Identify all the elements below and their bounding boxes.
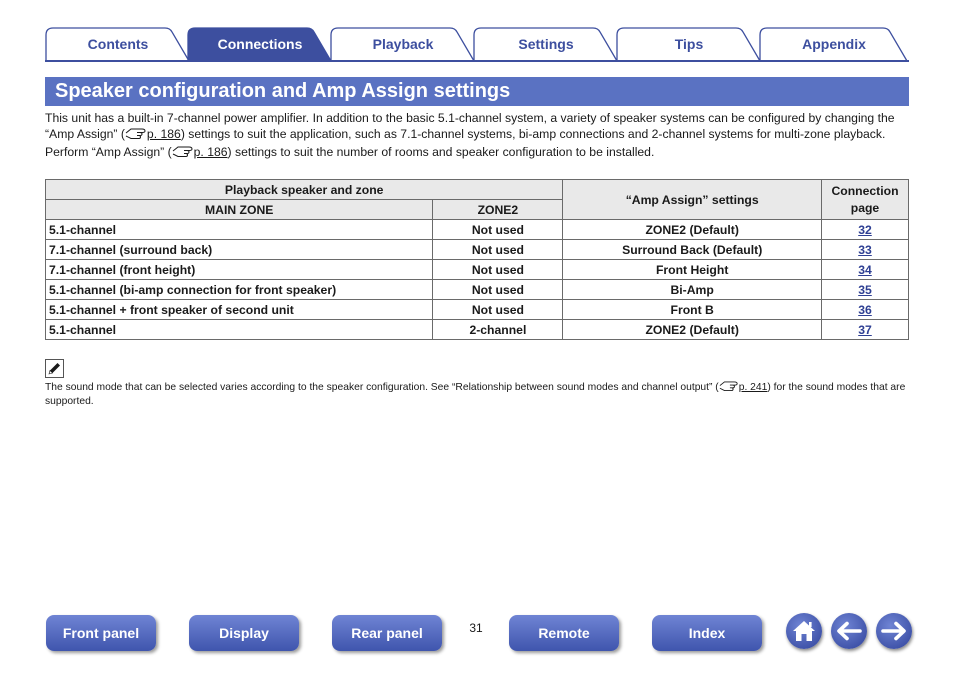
arrow-left-icon: [836, 621, 862, 641]
tab-tips-label: Tips: [674, 35, 704, 52]
pointing-hand-icon: [172, 145, 194, 158]
page-link[interactable]: 32: [858, 222, 872, 237]
cell-connection-page: [822, 300, 909, 320]
forward-button[interactable]: [876, 613, 912, 649]
cell-amp-assign: Front B: [563, 300, 822, 320]
cell-connection-page: [822, 220, 909, 240]
cell-zone2: 2-channel: [433, 320, 563, 340]
intro-p2-text-b: ) settings to suit the number of rooms and speaker configuration to be installed.: [227, 145, 655, 159]
cell-connection-page: [822, 240, 909, 260]
cell-connection-page: [822, 320, 909, 340]
intro-paragraph-1: [45, 111, 911, 142]
page-link[interactable]: 34: [858, 262, 872, 277]
page-link[interactable]: 33: [858, 242, 872, 257]
note-text-b: ) for the sound modes that are supported.: [45, 382, 906, 407]
top-tab-bar: [45, 27, 909, 61]
cell-amp-assign: ZONE2 (Default): [563, 320, 822, 340]
page-link[interactable]: 35: [858, 282, 872, 297]
tab-settings-label: Settings: [518, 35, 574, 52]
page-reference-link[interactable]: p. 186: [193, 145, 228, 159]
page-reference-link[interactable]: p. 186: [146, 126, 181, 141]
back-button[interactable]: [831, 613, 867, 649]
header-amp-assign: “Amp Assign” settings: [563, 180, 822, 220]
remote-button[interactable]: Remote: [509, 615, 619, 651]
tab-playback[interactable]: [330, 27, 476, 60]
intro-p1-text-b: ) settings to suit the application, such as 7.1-channel systems, bi-amp connections and 2-channel systems for multi-zone playback.: [180, 126, 886, 141]
pointing-hand-icon: [125, 127, 147, 140]
tab-playback-label: Playback: [372, 35, 434, 52]
tab-tips[interactable]: [616, 27, 762, 60]
cell-zone2: Not used: [433, 260, 563, 280]
cell-zone2: Not used: [433, 280, 563, 300]
intro-text: [45, 111, 911, 161]
table-row: [46, 300, 909, 320]
cell-main-zone: 5.1-channel + front speaker of second unit: [46, 300, 433, 320]
home-button[interactable]: [786, 613, 822, 649]
page-number: 31: [469, 621, 483, 635]
table-row: [46, 260, 909, 280]
tab-contents[interactable]: [45, 27, 191, 60]
index-button[interactable]: Index: [652, 615, 762, 651]
cell-amp-assign: Surround Back (Default): [563, 240, 822, 260]
cell-connection-page: [822, 280, 909, 300]
cell-amp-assign: Front Height: [563, 260, 822, 280]
tab-underline: [45, 60, 909, 62]
tab-appendix-label: Appendix: [802, 35, 866, 52]
table-row: [46, 320, 909, 340]
table-row: [46, 240, 909, 260]
amp-assign-table: [45, 179, 909, 340]
page-reference[interactable]: [125, 127, 181, 141]
page-reference-link[interactable]: p. 241: [738, 382, 768, 393]
cell-connection-page: [822, 260, 909, 280]
tab-settings[interactable]: [473, 27, 619, 60]
cell-main-zone: 5.1-channel: [46, 320, 433, 340]
page-reference[interactable]: [172, 145, 228, 159]
note-text: [45, 380, 911, 409]
header-connection-page: Connection page: [822, 180, 909, 220]
table-row: [46, 280, 909, 300]
intro-p1-text-a: This unit has a built-in 7-channel power amplifier. In addition to the basic 5.1-channel system, a variety of speaker systems can be configured by changing the “Amp Assign” (: [45, 111, 895, 141]
page-link[interactable]: 37: [858, 322, 872, 337]
intro-p2-text-a: Perform “Amp Assign” (: [45, 145, 172, 159]
display-button[interactable]: Display: [189, 615, 299, 651]
table-header-row: [46, 180, 909, 200]
header-playback-speaker-zone: Playback speaker and zone: [46, 180, 563, 200]
rear-panel-button[interactable]: Rear panel: [332, 615, 442, 651]
cell-main-zone: 5.1-channel: [46, 220, 433, 240]
tab-connections[interactable]: [187, 27, 333, 60]
table-row: [46, 220, 909, 240]
home-icon: [791, 619, 817, 643]
tab-contents-label: Contents: [87, 35, 149, 52]
header-main-zone: MAIN ZONE: [46, 200, 433, 220]
cell-amp-assign: Bi-Amp: [563, 280, 822, 300]
cell-zone2: Not used: [433, 300, 563, 320]
tab-connections-label: Connections: [217, 35, 303, 52]
cell-amp-assign: ZONE2 (Default): [563, 220, 822, 240]
note-text-a: The sound mode that can be selected varies according to the speaker configuration. See “Relationship between sound modes and channel output” (: [45, 382, 719, 393]
front-panel-button[interactable]: Front panel: [46, 615, 156, 651]
arrow-right-icon: [881, 621, 907, 641]
cell-main-zone: 5.1-channel (bi-amp connection for front speaker): [46, 280, 433, 300]
page-reference[interactable]: [719, 382, 768, 393]
cell-main-zone: 7.1-channel (surround back): [46, 240, 433, 260]
cell-main-zone: 7.1-channel (front height): [46, 260, 433, 280]
intro-paragraph-2: [45, 145, 911, 161]
header-zone2: ZONE2: [433, 200, 563, 220]
page-title: Speaker configuration and Amp Assign settings: [45, 77, 909, 106]
page-link[interactable]: 36: [858, 302, 872, 317]
cell-zone2: Not used: [433, 220, 563, 240]
pointing-hand-icon: [719, 380, 739, 392]
tab-appendix[interactable]: [759, 27, 909, 60]
pencil-note-icon: [45, 359, 64, 378]
cell-zone2: Not used: [433, 240, 563, 260]
